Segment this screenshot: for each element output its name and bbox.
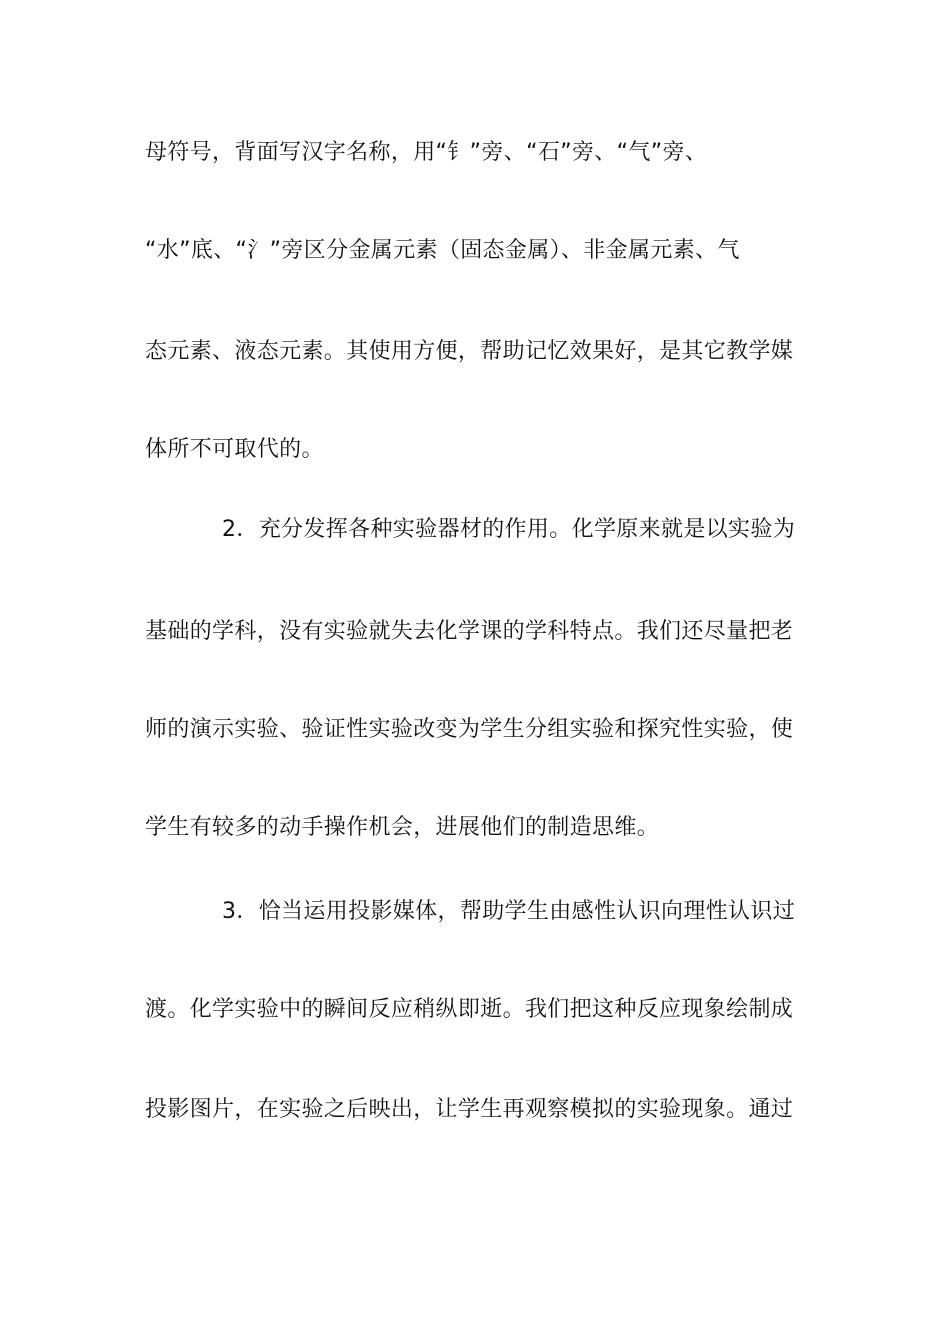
paragraph-line: 投影图片，在实验之后映出，让学生再观察模拟的实验现象。通过 <box>145 1097 794 1122</box>
paragraph-line: 学生有较多的动手操作机会，进展他们的制造思维。 <box>145 815 660 840</box>
paragraph-line: 渡。化学实验中的瞬间反应稍纵即逝。我们把这种反应现象绘制成 <box>145 997 794 1022</box>
paragraph-line: “水”底、“氵”旁区分金属元素（固态金属）、非金属元素、气 <box>145 238 740 263</box>
numbered-paragraph-start: 2．充分发挥各种实验器材的作用。化学原来就是以实验为 <box>222 517 796 542</box>
paragraph-line: 母符号，背面写汉字名称，用“钅”旁、“石”旁、“气”旁、 <box>145 140 708 165</box>
paragraph-line: 师的演示实验、验证性实验改变为学生分组实验和探究性实验，使 <box>145 717 794 742</box>
paragraph-line: 体所不可取代的。 <box>145 437 324 462</box>
paragraph-line: 基础的学科，没有实验就失去化学课的学科特点。我们还尽量把老 <box>145 619 794 644</box>
paragraph-line: 态元素、液态元素。其使用方便，帮助记忆效果好，是其它教学媒 <box>145 339 794 364</box>
numbered-paragraph-start: 3．恰当运用投影媒体，帮助学生由感性认识向理性认识过 <box>222 899 796 924</box>
